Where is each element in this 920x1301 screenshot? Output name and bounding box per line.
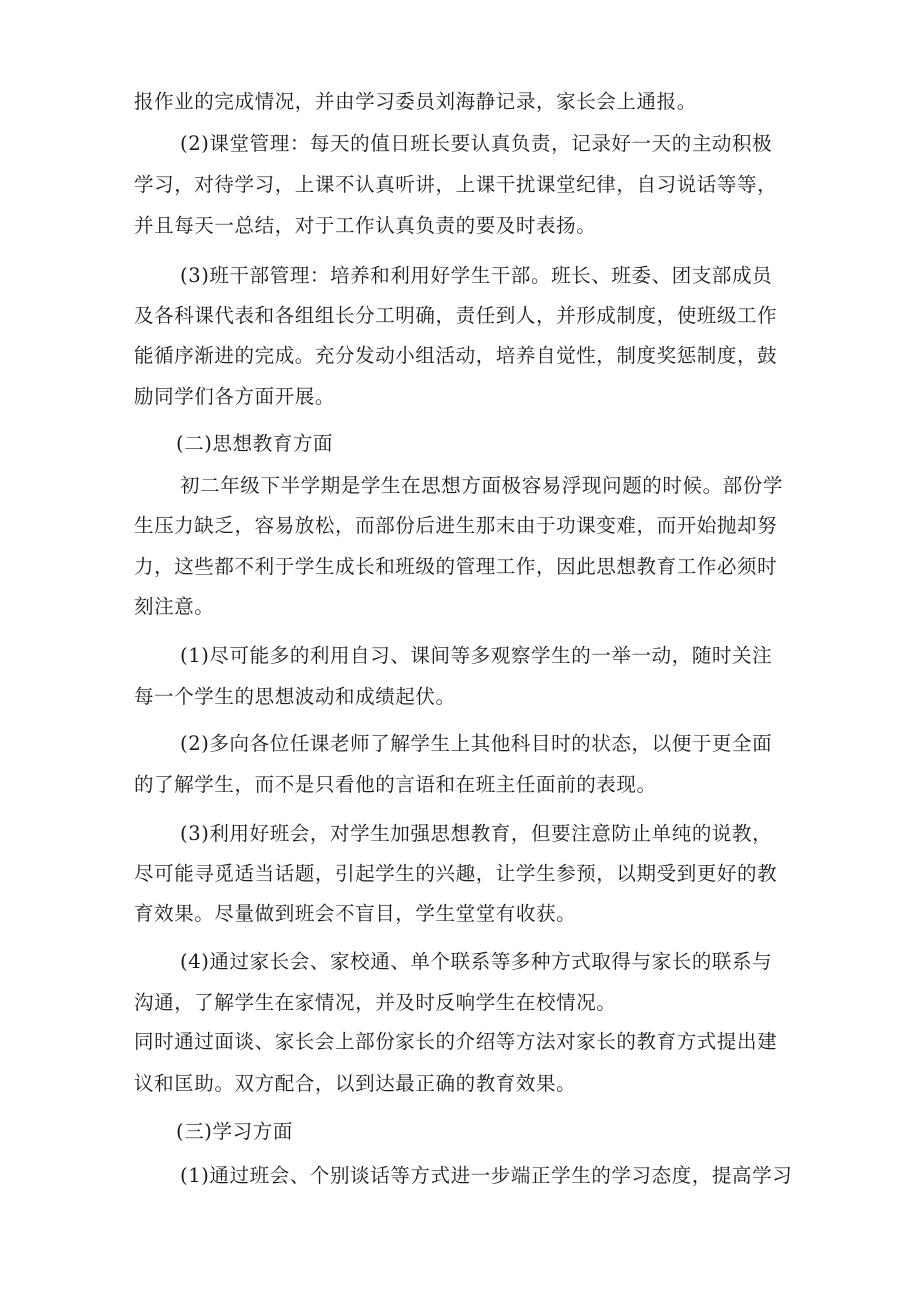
text-line: 励同学们各方面开展。 — [134, 385, 336, 408]
text-line: 沟通，了解学生在家情况，并及时反响学生在校情况。 — [134, 991, 617, 1014]
text-line: 议和匡助。双方配合，以到达最正确的教育效果。 — [134, 1072, 577, 1095]
text-line: (1)尽可能多的利用自习、课间等多观察学生的一举一动，随时关注 — [180, 644, 773, 667]
text-line: 刻注意。 — [134, 595, 215, 618]
text-line: 报作业的完成情况，并由学习委员刘海静记录，家长会上通报。 — [134, 90, 697, 113]
text-line: 每一个学生的思想波动和成绩起伏。 — [134, 685, 456, 708]
text-line: 及各科课代表和各组组长分工明确，责任到人，并形成制度，使班级工作 — [134, 304, 778, 327]
text-line: (2)多向各位任课老师了解学生上其他科目时的状态，以便于更全面 — [180, 732, 773, 755]
text-line: 生压力缺乏，容易放松，而部份后进生那末由于功课变难，而开始抛却努 — [134, 514, 778, 537]
text-line: 同时通过面谈、家长会上部份家长的介绍等方法对家长的教育方式提出建 — [134, 1030, 778, 1053]
text-line: (3)班干部管理：培养和利用好学生干部。班长、班委、团支部成员 — [180, 264, 773, 287]
section-heading: (三)学习方面 — [176, 1120, 293, 1143]
text-line: (3)利用好班会，对学生加强思想教育，但要注意防止单纯的说教， — [180, 822, 773, 845]
text-line: 初二年级下半学期是学生在思想方面极容易浮现问题的时候。部份学 — [180, 474, 784, 497]
text-line: 学习，对待学习，上课不认真听讲，上课干扰课堂纪律，自习说话等等， — [134, 173, 778, 196]
text-line: 并且每天一总结，对于工作认真负责的要及时表扬。 — [134, 214, 597, 237]
text-line: 能循序渐进的完成。充分发动小组活动，培养自觉性，制度奖惩制度，鼓 — [134, 344, 778, 367]
section-heading: (二)思想教育方面 — [176, 432, 334, 455]
text-line: 尽可能寻觅适当话题，引起学生的兴趣，让学生参预，以期受到更好的教 — [134, 862, 778, 885]
text-line: 力，这些都不利于学生成长和班级的管理工作，因此思想教育工作必须时 — [134, 555, 778, 578]
text-line: (4)通过家长会、家校通、单个联系等多种方式取得与家长的联系与 — [180, 950, 773, 973]
text-line: 的了解学生，而不是只看他的言语和在班主任面前的表现。 — [134, 773, 657, 796]
text-line: (1)通过班会、个别谈话等方式进一步端正学生的学习态度，提高学习 — [180, 1164, 793, 1187]
text-line: 育效果。尽量做到班会不盲目，学生堂堂有收获。 — [134, 902, 577, 925]
text-line: (2)课堂管理：每天的值日班长要认真负责，记录好一天的主动积极 — [180, 132, 773, 155]
